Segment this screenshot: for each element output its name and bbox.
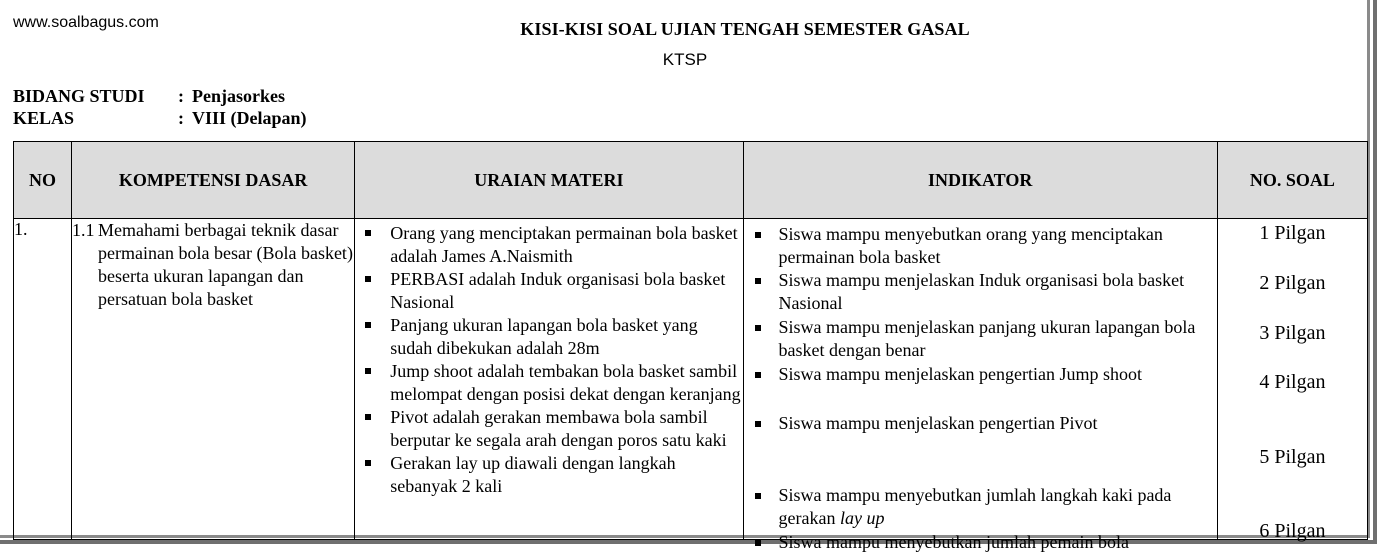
website-watermark: www.soalbagus.com: [13, 14, 159, 31]
meta-kelas: [13, 108, 307, 129]
uraian-item: Gerakan lay up diawali dengan langkah sebanyak 2 kali: [355, 452, 742, 498]
header-indikator: INDIKATOR: [743, 142, 1217, 219]
header-no: NO: [14, 142, 72, 219]
document-subtitle: KTSP: [662, 50, 708, 69]
uraian-item: Orang yang menciptakan permainan bola basket adalah James A.Naismith: [355, 222, 742, 268]
indikator-item: Siswa mampu menyebutkan jumlah pemain bola: [744, 531, 1129, 554]
header-kompetensi-dasar: KOMPETENSI DASAR: [72, 142, 355, 219]
kd-number: 1.1: [72, 220, 95, 240]
indikator-item: [744, 484, 1217, 530]
indikator-item: Siswa mampu menjelaskan Induk organisasi bola basket Nasional: [744, 269, 1217, 315]
kelas-colon: :: [178, 108, 184, 128]
cell-uraian-materi: [355, 219, 743, 540]
indikator-item: Siswa mampu menjelaskan pengertian Jump shoot: [744, 363, 1142, 386]
no-soal-item: 4 Pilgan: [1259, 371, 1326, 393]
document-title: KISI-KISI SOAL UJIAN TENGAH SEMESTER GASAL: [520, 19, 970, 39]
indikator-item: Siswa mampu menjelaskan panjang ukuran lapangan bola basket dengan benar: [744, 316, 1217, 362]
page-shadow-bottom: [0, 540, 1377, 544]
table-header-row: [14, 142, 1368, 219]
table-row: [14, 219, 1368, 540]
indikator-item: Siswa mampu menyebutkan orang yang menciptakan permainan bola basket: [744, 223, 1217, 269]
bidang-value: Penjasorkes: [192, 86, 285, 106]
cell-indikator: [743, 219, 1217, 552]
kd-text: Memahami berbagai teknik dasar permainan bola besar (Bola basket) beserta ukuran lapangan dan persatuan bola basket: [98, 220, 353, 309]
kelas-value: VIII (Delapan): [192, 108, 307, 128]
no-soal-item: 6 Pilgan: [1259, 520, 1326, 542]
kisi-table: [13, 141, 1368, 552]
no-soal-item: 5 Pilgan: [1259, 446, 1326, 468]
cell-no-soal: [1217, 219, 1367, 540]
indikator-text: Siswa mampu menyebutkan jumlah langkah kaki pada gerakan: [778, 485, 1172, 528]
cell-kompetensi-dasar: [72, 219, 355, 540]
uraian-item: Jump shoot adalah tembakan bola basket sambil melompat dengan posisi dekat dengan keranjang: [355, 360, 742, 406]
cell-no: 1.: [14, 219, 72, 540]
page-shadow-right: [1373, 0, 1377, 544]
uraian-item: Pivot adalah gerakan membawa bola sambil berputar ke segala arah dengan poros satu kaki: [355, 406, 742, 452]
header-uraian-materi: URAIAN MATERI: [355, 142, 743, 219]
bidang-label: BIDANG STUDI: [13, 86, 145, 106]
bidang-colon: :: [178, 86, 184, 106]
no-soal-item: 3 Pilgan: [1259, 322, 1326, 344]
uraian-item: Panjang ukuran lapangan bola basket yang sudah dibekukan adalah 28m: [355, 314, 742, 360]
no-soal-item: 1 Pilgan: [1259, 222, 1326, 244]
meta-bidang-studi: [13, 86, 285, 107]
header-no-soal: NO. SOAL: [1217, 142, 1367, 219]
kelas-label: KELAS: [13, 108, 75, 128]
no-soal-item: 2 Pilgan: [1259, 272, 1326, 294]
indikator-item: Siswa mampu menjelaskan pengertian Pivot: [744, 412, 1098, 435]
indikator-italic: lay up: [839, 508, 885, 528]
uraian-item: PERBASI adalah Induk organisasi bola basket Nasional: [355, 268, 742, 314]
